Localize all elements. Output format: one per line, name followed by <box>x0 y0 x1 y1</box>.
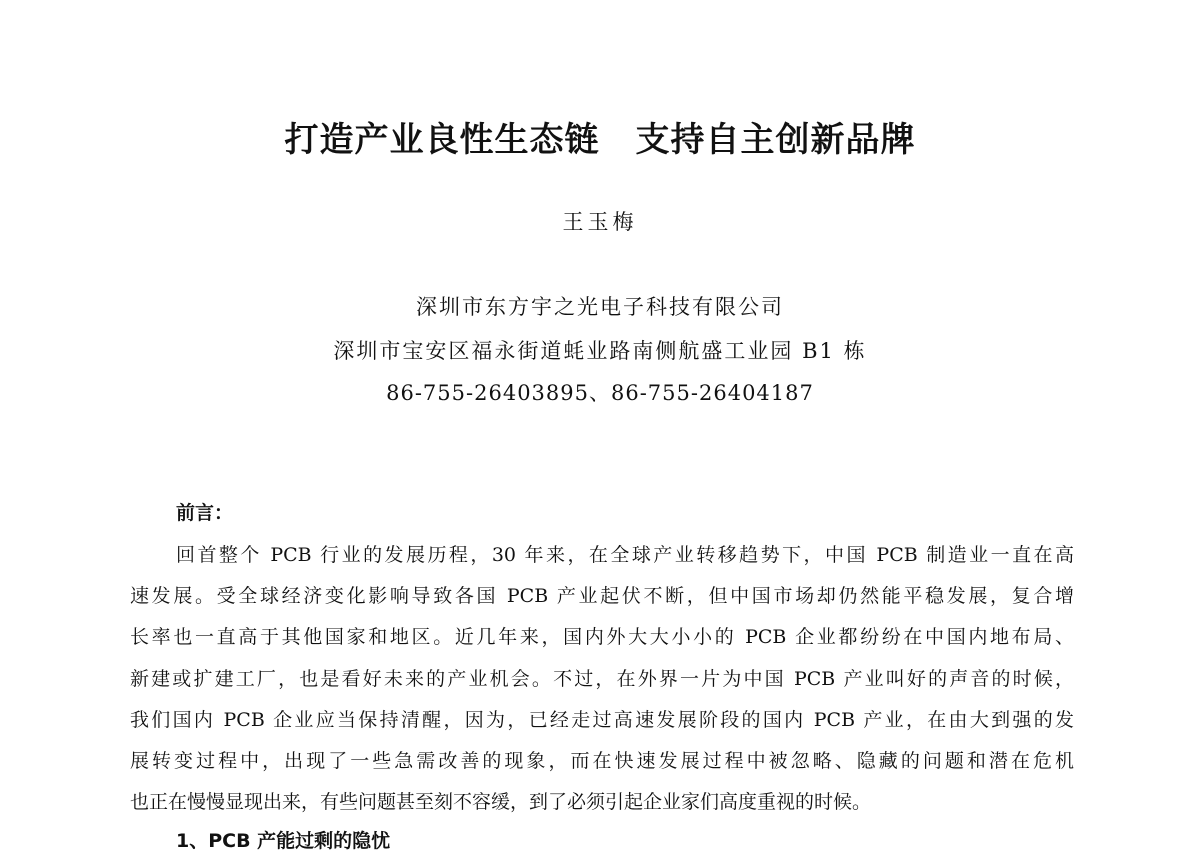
company-phone: 86-755-26403895、86-755-26404187 <box>386 381 814 405</box>
paragraph-line: 回首整个 PCB 行业的发展历程，30 年来，在全球产业转移趋势下，中国 PCB 制造业一直在高 <box>176 544 1074 566</box>
section-heading: 1、PCB 产能过剩的隐忧 <box>176 830 391 852</box>
paragraph-line: 展转变过程中，出现了一些急需改善的现象，而在快速发展过程中被忽略、隐藏的问题和潜在危机 <box>130 750 1074 772</box>
title-part-1: 打造产业良性生态链 <box>284 120 600 160</box>
preface-heading: 前言： <box>176 502 234 524</box>
paragraph-line: 速发展。受全球经济变化影响导致各国 PCB 产业起伏不断，但中国市场却仍然能平稳发展，复合增 <box>130 585 1074 607</box>
document-title <box>0 112 1200 161</box>
paragraph-line: 长率也一直高于其他国家和地区。近几年来，国内外大大小小的 PCB 企业都纷纷在中国内地布局、 <box>130 626 1074 648</box>
author-name: 王玉梅 <box>562 210 638 234</box>
paragraph-line: 我们国内 PCB 企业应当保持清醒，因为，已经走过高速发展阶段的国内 PCB 产业，在由大到强的发 <box>130 709 1074 731</box>
company-name: 深圳市东方宇之光电子科技有限公司 <box>416 295 784 319</box>
paragraph-line: 新建或扩建工厂，也是看好未来的产业机会。不过，在外界一片为中国 PCB 产业叫好的声音的时候， <box>130 668 1074 690</box>
title-part-2: 支持自主创新品牌 <box>635 120 916 160</box>
company-address: 深圳市宝安区福永街道蚝业路南侧航盛工业园 B1 栋 <box>333 339 867 363</box>
paragraph-line: 也正在慢慢显现出来，有些问题甚至刻不容缓，到了必须引起企业家们高度重视的时候。 <box>130 791 872 813</box>
